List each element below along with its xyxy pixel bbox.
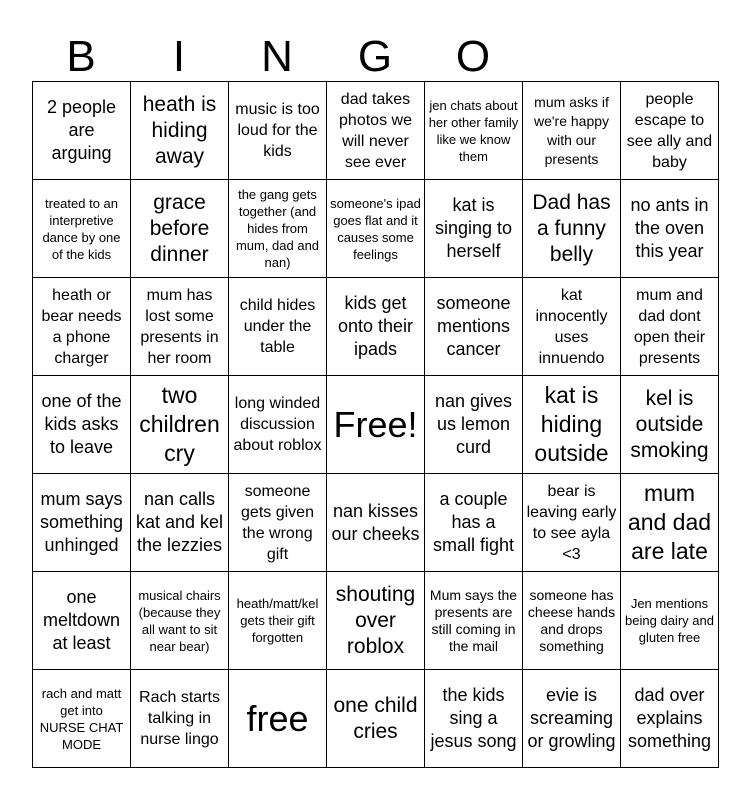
bingo-cell[interactable]: Rach starts talking in nurse lingo [131,670,229,768]
bingo-cell[interactable]: someone gets given the wrong gift [229,474,327,572]
header-letter-n: N [261,32,293,81]
bingo-cell[interactable]: mum and dad are late [621,474,719,572]
bingo-cell[interactable]: rach and matt get into NURSE CHAT MODE [33,670,131,768]
bingo-cell[interactable]: long winded discussion about roblox [229,376,327,474]
bingo-cell[interactable]: one child cries [327,670,425,768]
bingo-cell[interactable]: mum has lost some presents in her room [131,278,229,376]
bingo-cell[interactable]: 2 people are arguing [33,82,131,180]
bingo-cell[interactable]: Mum says the presents are still coming in the mail [425,572,523,670]
bingo-cell[interactable]: bear is leaving early to see ayla <3 [523,474,621,572]
bingo-cell[interactable]: kids get onto their ipads [327,278,425,376]
header-letter-i: I [172,32,186,81]
bingo-cell[interactable]: jen chats about her other family like we know them [425,82,523,180]
bingo-header [32,34,718,80]
bingo-cell[interactable]: kel is outside smoking [621,376,719,474]
free-space[interactable]: Free! [327,376,425,474]
bingo-cell[interactable]: kat is singing to herself [425,180,523,278]
header-letter-g: G [357,32,393,81]
bingo-cell[interactable]: nan gives us lemon curd [425,376,523,474]
bingo-cell[interactable]: mum asks if we're happy with our presents [523,82,621,180]
bingo-cell[interactable]: two children cry [131,376,229,474]
bingo-cell[interactable]: musical chairs (because they all want to sit near bear) [131,572,229,670]
bingo-cell[interactable]: a couple has a small fight [425,474,523,572]
bingo-cell[interactable]: the kids sing a jesus song [425,670,523,768]
bingo-cell[interactable]: dad takes photos we will never see ever [327,82,425,180]
bingo-cell[interactable]: mum says something unhinged [33,474,131,572]
bingo-cell[interactable]: kat innocently uses innuendo [523,278,621,376]
bingo-cell[interactable]: one meltdown at least [33,572,131,670]
bingo-cell[interactable]: the gang gets together (and hides from mum, dad and nan) [229,180,327,278]
bingo-cell[interactable]: someone mentions cancer [425,278,523,376]
bingo-cell[interactable]: shouting over roblox [327,572,425,670]
bingo-cell[interactable]: heath or bear needs a phone charger [33,278,131,376]
bingo-cell[interactable]: heath is hiding away [131,82,229,180]
bingo-cell[interactable]: treated to an interpretive dance by one of the kids [33,180,131,278]
header-letter-o: O [455,32,491,81]
bingo-cell[interactable]: dad over explains something [621,670,719,768]
bingo-cell[interactable]: no ants in the oven this year [621,180,719,278]
bingo-cell[interactable]: grace before dinner [131,180,229,278]
bingo-cell[interactable]: heath/matt/kel gets their gift forgotten [229,572,327,670]
bingo-cell[interactable]: nan kisses our cheeks [327,474,425,572]
bingo-grid [32,81,719,768]
bingo-cell[interactable]: someone's ipad goes flat and it causes some feelings [327,180,425,278]
bingo-cell[interactable]: Dad has a funny belly [523,180,621,278]
free-space[interactable]: free [229,670,327,768]
bingo-cell[interactable]: music is too loud for the kids [229,82,327,180]
bingo-cell[interactable]: evie is screaming or growling [523,670,621,768]
bingo-cell[interactable]: Jen mentions being dairy and gluten free [621,572,719,670]
bingo-cell[interactable]: kat is hiding outside [523,376,621,474]
bingo-cell[interactable]: one of the kids asks to leave [33,376,131,474]
bingo-cell[interactable]: someone has cheese hands and drops something [523,572,621,670]
bingo-cell[interactable]: child hides under the table [229,278,327,376]
header-letter-b: B [66,32,96,81]
bingo-cell[interactable]: mum and dad dont open their presents [621,278,719,376]
bingo-cell[interactable]: people escape to see ally and baby [621,82,719,180]
bingo-cell[interactable]: nan calls kat and kel the lezzies [131,474,229,572]
